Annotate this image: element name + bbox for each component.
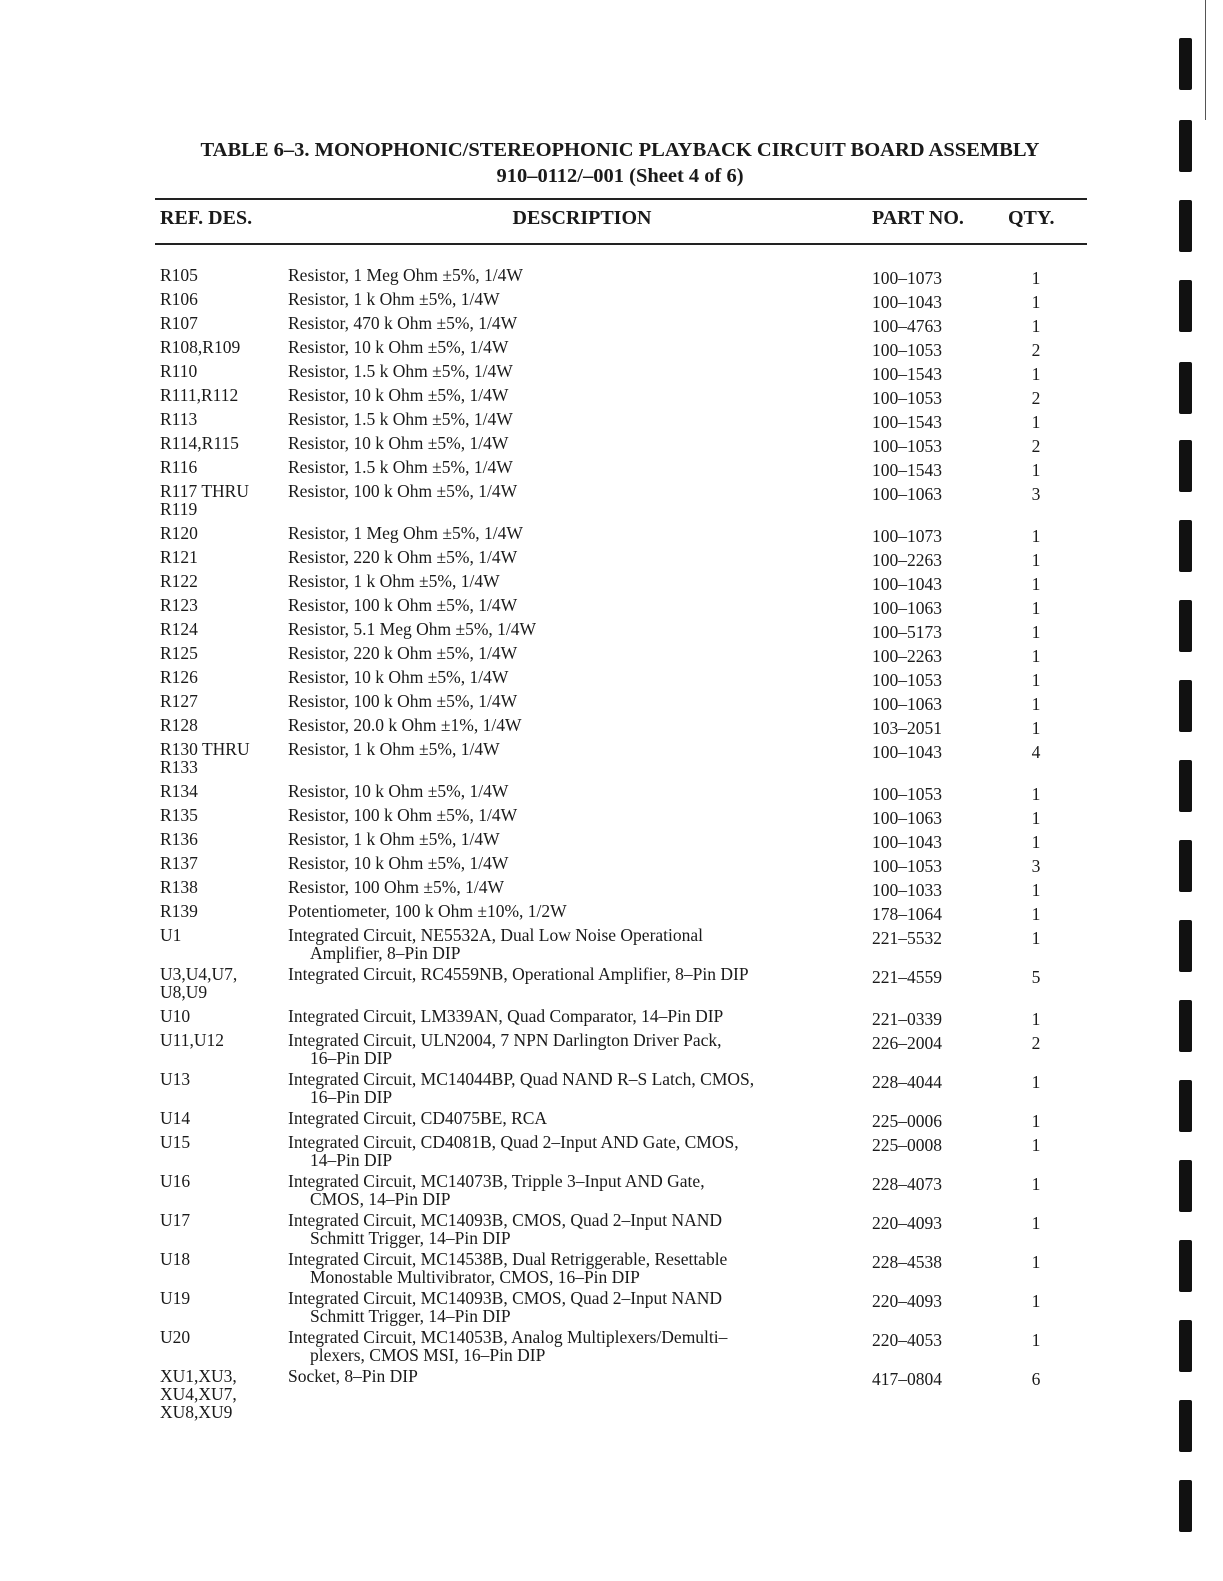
part-no-cell: 228–4044 xyxy=(872,1072,942,1092)
ref-des-cell-line: R130 THRU xyxy=(160,739,250,759)
qty-cell: 1 xyxy=(1031,526,1041,546)
ref-des-cell-line: R126 xyxy=(160,667,198,687)
description-cell-line: Resistor, 10 k Ohm ±5%, 1/4W xyxy=(288,781,509,801)
ref-des-cell xyxy=(160,1211,280,1229)
ref-des-cell-line: R114,R115 xyxy=(160,433,239,453)
qty-cell: 1 xyxy=(1031,928,1041,948)
ref-des-cell xyxy=(160,1172,280,1190)
description-cell-line: Monostable Multivibrator, CMOS, 16–Pin DIP xyxy=(310,1267,640,1287)
ref-des-cell-line: U17 xyxy=(160,1210,191,1230)
description-cell-line: Integrated Circuit, MC14538B, Dual Retriggerable, Resettable xyxy=(288,1249,728,1269)
ref-des-cell-line: R120 xyxy=(160,523,198,543)
description-cell-line: Resistor, 10 k Ohm ±5%, 1/4W xyxy=(288,853,509,873)
description-cell-line: Resistor, 5.1 Meg Ohm ±5%, 1/4W xyxy=(288,619,537,639)
description-cell-line: Resistor, 1 Meg Ohm ±5%, 1/4W xyxy=(288,523,523,543)
binding-hole-mark xyxy=(1179,1240,1192,1292)
ref-des-cell xyxy=(160,482,280,518)
ref-des-cell xyxy=(160,1007,280,1025)
qty-cell: 1 xyxy=(1031,670,1041,690)
description-cell-line: Resistor, 10 k Ohm ±5%, 1/4W xyxy=(288,433,509,453)
binding-hole-mark xyxy=(1179,200,1192,252)
description-cell-line: Integrated Circuit, MC14053B, Analog Multiplexers/Demulti– xyxy=(288,1327,728,1347)
ref-des-cell xyxy=(160,830,280,848)
qty-cell: 1 xyxy=(1031,1330,1041,1350)
description-cell xyxy=(288,362,848,380)
part-no-cell: 220–4053 xyxy=(872,1330,942,1350)
ref-des-cell-line: R137 xyxy=(160,853,198,873)
description-cell-line: Resistor, 100 Ohm ±5%, 1/4W xyxy=(288,877,504,897)
page-edge-line xyxy=(1205,0,1206,120)
qty-cell: 1 xyxy=(1031,1111,1041,1131)
qty-cell: 1 xyxy=(1031,460,1041,480)
ref-des-cell xyxy=(160,716,280,734)
qty-cell: 1 xyxy=(1031,646,1041,666)
binding-hole-mark xyxy=(1179,1480,1192,1532)
description-cell xyxy=(288,314,848,332)
part-no-cell: 220–4093 xyxy=(872,1213,942,1233)
ref-des-cell-line: U20 xyxy=(160,1327,191,1347)
ref-des-cell-line: R133 xyxy=(160,757,198,777)
description-cell-line: Integrated Circuit, CD4081B, Quad 2–Input AND Gate, CMOS, xyxy=(288,1132,739,1152)
part-no-cell: 100–1043 xyxy=(872,574,942,594)
part-no-cell: 221–4559 xyxy=(872,967,942,987)
ref-des-cell-line: U3,U4,U7, xyxy=(160,964,238,984)
qty-cell: 1 xyxy=(1031,364,1041,384)
description-cell-line: 16–Pin DIP xyxy=(310,1048,393,1068)
ref-des-cell-line: R105 xyxy=(160,265,198,285)
ref-des-cell xyxy=(160,668,280,686)
description-cell xyxy=(288,410,848,428)
qty-cell: 1 xyxy=(1031,904,1041,924)
qty-cell: 3 xyxy=(1031,484,1041,504)
part-no-cell: 221–5532 xyxy=(872,928,942,948)
part-no-cell: 100–1063 xyxy=(872,484,942,504)
description-cell-line: Resistor, 1 k Ohm ±5%, 1/4W xyxy=(288,571,500,591)
part-no-cell: 100–2263 xyxy=(872,550,942,570)
ref-des-cell xyxy=(160,902,280,920)
qty-cell: 1 xyxy=(1031,1072,1041,1092)
part-no-cell: 100–1543 xyxy=(872,412,942,432)
ref-des-cell-line: U11,U12 xyxy=(160,1030,225,1050)
qty-cell: 1 xyxy=(1031,1009,1041,1029)
description-cell xyxy=(288,878,848,896)
ref-des-cell-line: R135 xyxy=(160,805,198,825)
binding-hole-mark xyxy=(1179,520,1192,572)
description-cell xyxy=(288,290,848,308)
qty-cell: 4 xyxy=(1031,742,1041,762)
description-cell-line: Integrated Circuit, NE5532A, Dual Low Noise Operational xyxy=(288,925,704,945)
ref-des-cell-line: R117 THRU xyxy=(160,481,249,501)
part-no-cell: 226–2004 xyxy=(872,1033,942,1053)
qty-cell: 1 xyxy=(1031,832,1041,852)
part-no-cell: 100–1063 xyxy=(872,808,942,828)
ref-des-cell xyxy=(160,1070,280,1088)
part-no-cell: 100–1033 xyxy=(872,880,942,900)
ref-des-cell-line: R116 xyxy=(160,457,198,477)
ref-des-cell xyxy=(160,965,280,1001)
ref-des-cell xyxy=(160,572,280,590)
description-cell xyxy=(288,926,848,962)
part-no-cell: 221–0339 xyxy=(872,1009,942,1029)
ref-des-cell xyxy=(160,620,280,638)
binding-hole-mark xyxy=(1179,440,1192,492)
description-cell-line: Integrated Circuit, RC4559NB, Operational Amplifier, 8–Pin DIP xyxy=(288,964,749,984)
part-no-cell: 100–1543 xyxy=(872,364,942,384)
description-cell-line: Integrated Circuit, MC14093B, CMOS, Quad 2–Input NAND xyxy=(288,1288,723,1308)
binding-hole-mark xyxy=(1179,1320,1192,1372)
description-cell-line: Integrated Circuit, LM339AN, Quad Comparator, 14–Pin DIP xyxy=(288,1006,724,1026)
ref-des-cell xyxy=(160,806,280,824)
ref-des-cell xyxy=(160,1031,280,1049)
part-no-cell: 228–4538 xyxy=(872,1252,942,1272)
part-no-cell: 100–1063 xyxy=(872,598,942,618)
description-cell-line: CMOS, 14–Pin DIP xyxy=(310,1189,451,1209)
ref-des-cell-line: R122 xyxy=(160,571,198,591)
ref-des-cell-line: U18 xyxy=(160,1249,191,1269)
description-cell-line: Integrated Circuit, MC14044BP, Quad NAND R–S Latch, CMOS, xyxy=(288,1069,755,1089)
ref-des-cell xyxy=(160,458,280,476)
ref-des-cell xyxy=(160,1328,280,1346)
ref-des-cell-line: R136 xyxy=(160,829,198,849)
description-cell-line: Resistor, 220 k Ohm ±5%, 1/4W xyxy=(288,643,518,663)
column-header-qty: QTY. xyxy=(1008,207,1055,229)
description-cell xyxy=(288,482,848,500)
description-cell xyxy=(288,524,848,542)
qty-cell: 1 xyxy=(1031,784,1041,804)
description-cell-line: Resistor, 100 k Ohm ±5%, 1/4W xyxy=(288,805,518,825)
ref-des-cell-line: U13 xyxy=(160,1069,191,1089)
qty-cell: 1 xyxy=(1031,268,1041,288)
ref-des-cell-line: U8,U9 xyxy=(160,982,208,1002)
ref-des-cell xyxy=(160,1109,280,1127)
ref-des-cell xyxy=(160,782,280,800)
ref-des-cell-line: R108,R109 xyxy=(160,337,241,357)
ref-des-cell xyxy=(160,266,280,284)
ref-des-cell-line: R111,R112 xyxy=(160,385,239,405)
description-cell-line: plexers, CMOS MSI, 16–Pin DIP xyxy=(310,1345,546,1365)
description-cell xyxy=(288,338,848,356)
ref-des-cell-line: R106 xyxy=(160,289,198,309)
ref-des-cell xyxy=(160,290,280,308)
part-no-cell: 100–1043 xyxy=(872,742,942,762)
description-cell xyxy=(288,902,848,920)
ref-des-cell xyxy=(160,692,280,710)
binding-hole-mark xyxy=(1179,680,1192,732)
qty-cell: 1 xyxy=(1031,880,1041,900)
ref-des-cell xyxy=(160,1289,280,1307)
description-cell-line: Resistor, 1 Meg Ohm ±5%, 1/4W xyxy=(288,265,523,285)
description-cell-line: Resistor, 220 k Ohm ±5%, 1/4W xyxy=(288,547,518,567)
description-cell xyxy=(288,386,848,404)
ref-des-cell xyxy=(160,926,280,944)
description-cell-line: 16–Pin DIP xyxy=(310,1087,393,1107)
ref-des-cell-line: XU1,XU3, xyxy=(160,1366,237,1386)
qty-cell: 3 xyxy=(1031,856,1041,876)
ref-des-cell-line: R134 xyxy=(160,781,198,801)
ref-des-cell xyxy=(160,524,280,542)
part-no-cell: 225–0008 xyxy=(872,1135,942,1155)
description-cell-line: Resistor, 100 k Ohm ±5%, 1/4W xyxy=(288,595,518,615)
description-cell xyxy=(288,692,848,710)
ref-des-cell xyxy=(160,386,280,404)
ref-des-cell xyxy=(160,740,280,776)
description-cell xyxy=(288,620,848,638)
description-cell-line: Resistor, 10 k Ohm ±5%, 1/4W xyxy=(288,667,509,687)
binding-hole-mark xyxy=(1179,1400,1192,1452)
ref-des-cell-line: R107 xyxy=(160,313,198,333)
description-cell xyxy=(288,782,848,800)
part-no-cell: 228–4073 xyxy=(872,1174,942,1194)
part-no-cell: 100–1053 xyxy=(872,436,942,456)
qty-cell: 6 xyxy=(1031,1369,1041,1389)
part-no-cell: 100–2263 xyxy=(872,646,942,666)
description-cell-line: Integrated Circuit, CD4075BE, RCA xyxy=(288,1108,548,1128)
description-cell xyxy=(288,266,848,284)
title-line-2: 910–0112/–001 (Sheet 4 of 6) xyxy=(496,165,744,187)
binding-hole-mark xyxy=(1179,920,1192,972)
qty-cell: 1 xyxy=(1031,1174,1041,1194)
binding-hole-mark xyxy=(1179,280,1192,332)
ref-des-cell-line: R119 xyxy=(160,499,198,519)
part-no-cell: 100–5173 xyxy=(872,622,942,642)
description-cell-line: Resistor, 1 k Ohm ±5%, 1/4W xyxy=(288,289,500,309)
description-cell-line: Schmitt Trigger, 14–Pin DIP xyxy=(310,1228,511,1248)
ref-des-cell-line: R123 xyxy=(160,595,198,615)
ref-des-cell xyxy=(160,338,280,356)
part-no-cell: 100–1053 xyxy=(872,856,942,876)
qty-cell: 1 xyxy=(1031,316,1041,336)
binding-hole-mark xyxy=(1179,600,1192,652)
part-no-cell: 100–1073 xyxy=(872,268,942,288)
binding-hole-mark xyxy=(1179,362,1192,414)
ref-des-cell-line: R113 xyxy=(160,409,198,429)
column-header-ref: REF. DES. xyxy=(160,207,253,229)
description-cell xyxy=(288,965,848,983)
description-cell xyxy=(288,1109,848,1127)
description-cell xyxy=(288,716,848,734)
ref-des-cell-line: XU8,XU9 xyxy=(160,1402,233,1422)
ref-des-cell-line: XU4,XU7, xyxy=(160,1384,237,1404)
ref-des-cell xyxy=(160,314,280,332)
ref-des-cell-line: R121 xyxy=(160,547,198,567)
qty-cell: 2 xyxy=(1031,340,1041,360)
ref-des-cell-line: U19 xyxy=(160,1288,191,1308)
ref-des-cell xyxy=(160,1250,280,1268)
ref-des-cell-line: U16 xyxy=(160,1171,191,1191)
description-cell-line: Resistor, 1 k Ohm ±5%, 1/4W xyxy=(288,739,500,759)
description-cell-line: Potentiometer, 100 k Ohm ±10%, 1/2W xyxy=(288,901,567,921)
ref-des-cell-line: R138 xyxy=(160,877,198,897)
qty-cell: 1 xyxy=(1031,292,1041,312)
ref-des-cell xyxy=(160,548,280,566)
qty-cell: 2 xyxy=(1031,1033,1041,1053)
description-cell xyxy=(288,548,848,566)
ref-des-cell xyxy=(160,434,280,452)
description-cell-line: Resistor, 1.5 k Ohm ±5%, 1/4W xyxy=(288,361,513,381)
ref-des-cell-line: U10 xyxy=(160,1006,191,1026)
part-no-cell: 100–4763 xyxy=(872,316,942,336)
description-cell-line: Resistor, 100 k Ohm ±5%, 1/4W xyxy=(288,691,518,711)
description-cell xyxy=(288,572,848,590)
part-no-cell: 100–1053 xyxy=(872,784,942,804)
description-cell-line: Socket, 8–Pin DIP xyxy=(288,1366,418,1386)
ref-des-cell xyxy=(160,410,280,428)
binding-hole-mark xyxy=(1179,1000,1192,1052)
part-no-cell: 220–4093 xyxy=(872,1291,942,1311)
ref-des-cell xyxy=(160,362,280,380)
description-cell xyxy=(288,854,848,872)
description-cell-line: 14–Pin DIP xyxy=(310,1150,393,1170)
description-cell xyxy=(288,1133,848,1169)
column-header-part-no: PART NO. xyxy=(872,207,964,229)
description-cell-line: Resistor, 100 k Ohm ±5%, 1/4W xyxy=(288,481,518,501)
description-cell-line: Resistor, 1.5 k Ohm ±5%, 1/4W xyxy=(288,409,513,429)
qty-cell: 1 xyxy=(1031,718,1041,738)
part-no-cell: 417–0804 xyxy=(872,1369,942,1389)
part-no-cell: 100–1053 xyxy=(872,670,942,690)
description-cell-line: Resistor, 10 k Ohm ±5%, 1/4W xyxy=(288,385,509,405)
description-cell xyxy=(288,830,848,848)
binding-hole-mark xyxy=(1179,840,1192,892)
ref-des-cell-line: R139 xyxy=(160,901,198,921)
part-no-cell: 100–1053 xyxy=(872,388,942,408)
ref-des-cell xyxy=(160,878,280,896)
part-no-cell: 103–2051 xyxy=(872,718,942,738)
description-cell xyxy=(288,806,848,824)
ref-des-cell-line: U15 xyxy=(160,1132,191,1152)
binding-hole-mark xyxy=(1179,120,1192,172)
part-no-cell: 100–1063 xyxy=(872,694,942,714)
description-cell xyxy=(288,1172,848,1208)
qty-cell: 1 xyxy=(1031,694,1041,714)
ref-des-cell xyxy=(160,854,280,872)
part-no-cell: 100–1043 xyxy=(872,292,942,312)
qty-cell: 1 xyxy=(1031,1252,1041,1272)
ref-des-cell xyxy=(160,644,280,662)
description-cell-line: Resistor, 470 k Ohm ±5%, 1/4W xyxy=(288,313,518,333)
description-cell xyxy=(288,1031,848,1067)
qty-cell: 1 xyxy=(1031,574,1041,594)
description-cell xyxy=(288,740,848,758)
title-line-1: TABLE 6–3. MONOPHONIC/STEREOPHONIC PLAYBACK CIRCUIT BOARD ASSEMBLY xyxy=(200,139,1040,161)
ref-des-cell-line: R125 xyxy=(160,643,198,663)
description-cell xyxy=(288,434,848,452)
ref-des-cell xyxy=(160,1133,280,1151)
ref-des-cell xyxy=(160,1367,280,1421)
description-cell xyxy=(288,1328,848,1364)
description-cell xyxy=(288,1289,848,1325)
binding-hole-mark xyxy=(1179,1160,1192,1212)
qty-cell: 1 xyxy=(1031,550,1041,570)
binding-hole-mark xyxy=(1179,38,1192,90)
qty-cell: 1 xyxy=(1031,1291,1041,1311)
description-cell xyxy=(288,458,848,476)
qty-cell: 1 xyxy=(1031,1213,1041,1233)
qty-cell: 2 xyxy=(1031,436,1041,456)
description-cell-line: Integrated Circuit, MC14093B, CMOS, Quad 2–Input NAND xyxy=(288,1210,723,1230)
description-cell-line: Schmitt Trigger, 14–Pin DIP xyxy=(310,1306,511,1326)
description-cell xyxy=(288,1367,848,1385)
description-cell xyxy=(288,1007,848,1025)
ref-des-cell-line: U14 xyxy=(160,1108,191,1128)
description-cell-line: Resistor, 1 k Ohm ±5%, 1/4W xyxy=(288,829,500,849)
binding-hole-mark xyxy=(1179,1080,1192,1132)
column-header-description: DESCRIPTION xyxy=(512,207,652,229)
part-no-cell: 100–1053 xyxy=(872,340,942,360)
binding-hole-mark xyxy=(1179,760,1192,812)
qty-cell: 1 xyxy=(1031,598,1041,618)
description-cell xyxy=(288,1250,848,1286)
description-cell-line: Resistor, 20.0 k Ohm ±1%, 1/4W xyxy=(288,715,522,735)
description-cell-line: Resistor, 10 k Ohm ±5%, 1/4W xyxy=(288,337,509,357)
part-no-cell: 100–1073 xyxy=(872,526,942,546)
qty-cell: 1 xyxy=(1031,622,1041,642)
part-no-cell: 100–1543 xyxy=(872,460,942,480)
qty-cell: 2 xyxy=(1031,388,1041,408)
qty-cell: 1 xyxy=(1031,1135,1041,1155)
description-cell-line: Resistor, 1.5 k Ohm ±5%, 1/4W xyxy=(288,457,513,477)
description-cell-line: Integrated Circuit, MC14073B, Tripple 3–Input AND Gate, xyxy=(288,1171,705,1191)
ref-des-cell-line: R124 xyxy=(160,619,198,639)
part-no-cell: 178–1064 xyxy=(872,904,942,924)
description-cell xyxy=(288,596,848,614)
qty-cell: 1 xyxy=(1031,412,1041,432)
description-cell-line: Amplifier, 8–Pin DIP xyxy=(310,943,461,963)
ref-des-cell-line: R110 xyxy=(160,361,198,381)
qty-cell: 5 xyxy=(1031,967,1041,987)
ref-des-cell-line: R127 xyxy=(160,691,198,711)
description-cell-line: Integrated Circuit, ULN2004, 7 NPN Darlington Driver Pack, xyxy=(288,1030,722,1050)
description-cell xyxy=(288,644,848,662)
description-cell xyxy=(288,668,848,686)
part-no-cell: 100–1043 xyxy=(872,832,942,852)
ref-des-cell-line: R128 xyxy=(160,715,198,735)
ref-des-cell xyxy=(160,596,280,614)
description-cell xyxy=(288,1211,848,1247)
ref-des-cell-line: U1 xyxy=(160,925,182,945)
qty-cell: 1 xyxy=(1031,808,1041,828)
part-no-cell: 225–0006 xyxy=(872,1111,942,1131)
description-cell xyxy=(288,1070,848,1106)
